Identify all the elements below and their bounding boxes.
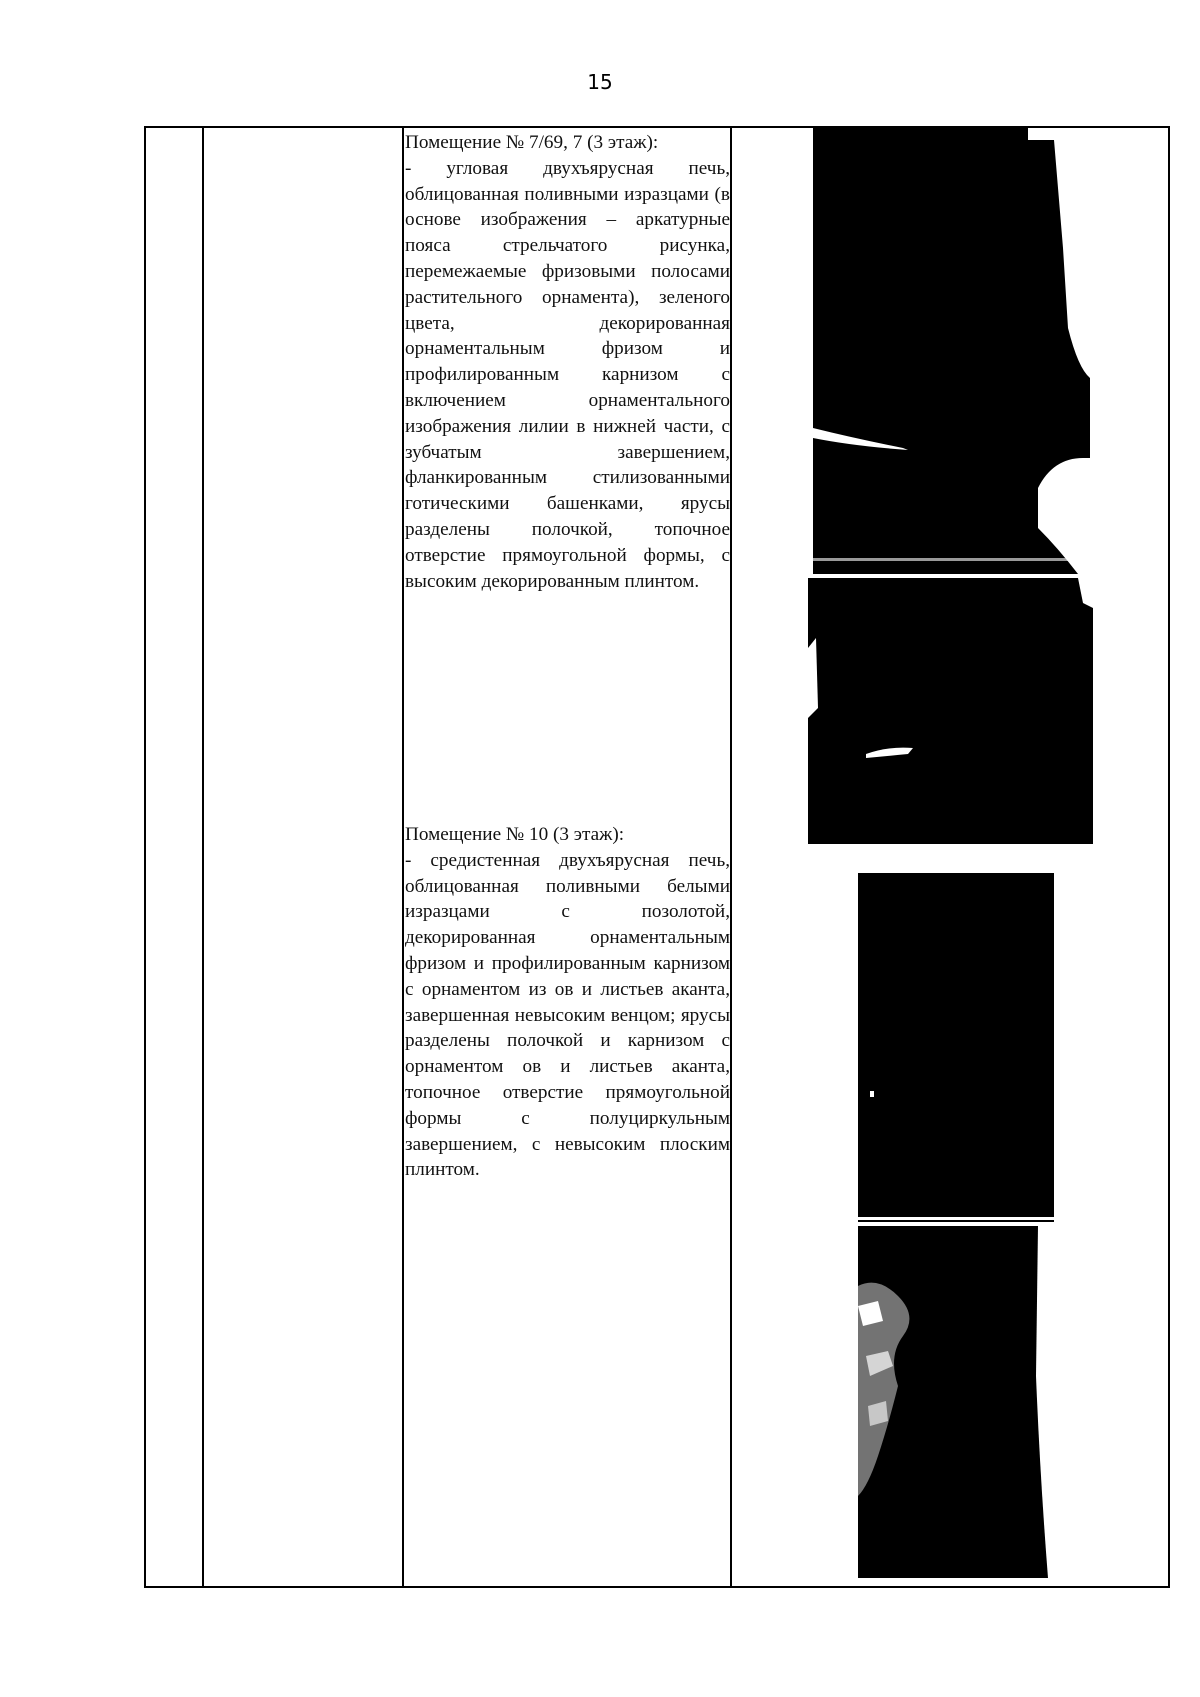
stove-room-10-photo-top [858,873,1054,1222]
entry-room-7-heading: Помещение № 7/69, 7 (3 этаж): [405,132,659,153]
column-divider-3 [730,128,732,1586]
entry-room-10-heading: Помещение № 10 (3 этаж): [405,824,625,845]
stove-room-7-photo-bottom [808,578,1093,844]
stove-room-7-photo-top [813,128,1090,574]
column-divider-2 [402,128,404,1586]
entry-room-10-text [405,822,730,1183]
entry-room-10-description: - средистенная двухъярусная печь, облицованная поливными белыми изразцами с позолотой, декорированная орнаментальным фризом и профилированным карнизом с орнаментом из ов и листьев аканта, завершенная невысоким венцом; ярусы разделены полочкой и карнизом с орнаментом ов и листьев аканта, топочное отверстие прямоугольной формы с полуциркульным завершением, с невысоким плоским плинтом. [405,849,730,1181]
page-number: 15 [587,70,613,94]
entry-room-7-description: - угловая двухъярусная печь, облицованная поливными изразцами (в основе изображения – аркатурные пояса стрельчатого рисунка, перемежаемые фризовыми полосами растительного орнамента), зеленого цвета, декорированная орнаментальным фризом и профилированным карнизом с включением орнаментального изображения лилии в нижней части, с зубчатым завершением, фланкированным стилизованными готическими башенками, ярусы разделены полочкой, топочное отверстие прямоугольной формы, с высоким декорированным плинтом. [405,157,730,592]
stove-room-10-photo-bottom [858,1226,1054,1578]
column-divider-1 [202,128,204,1586]
entry-room-7-text [405,130,730,594]
